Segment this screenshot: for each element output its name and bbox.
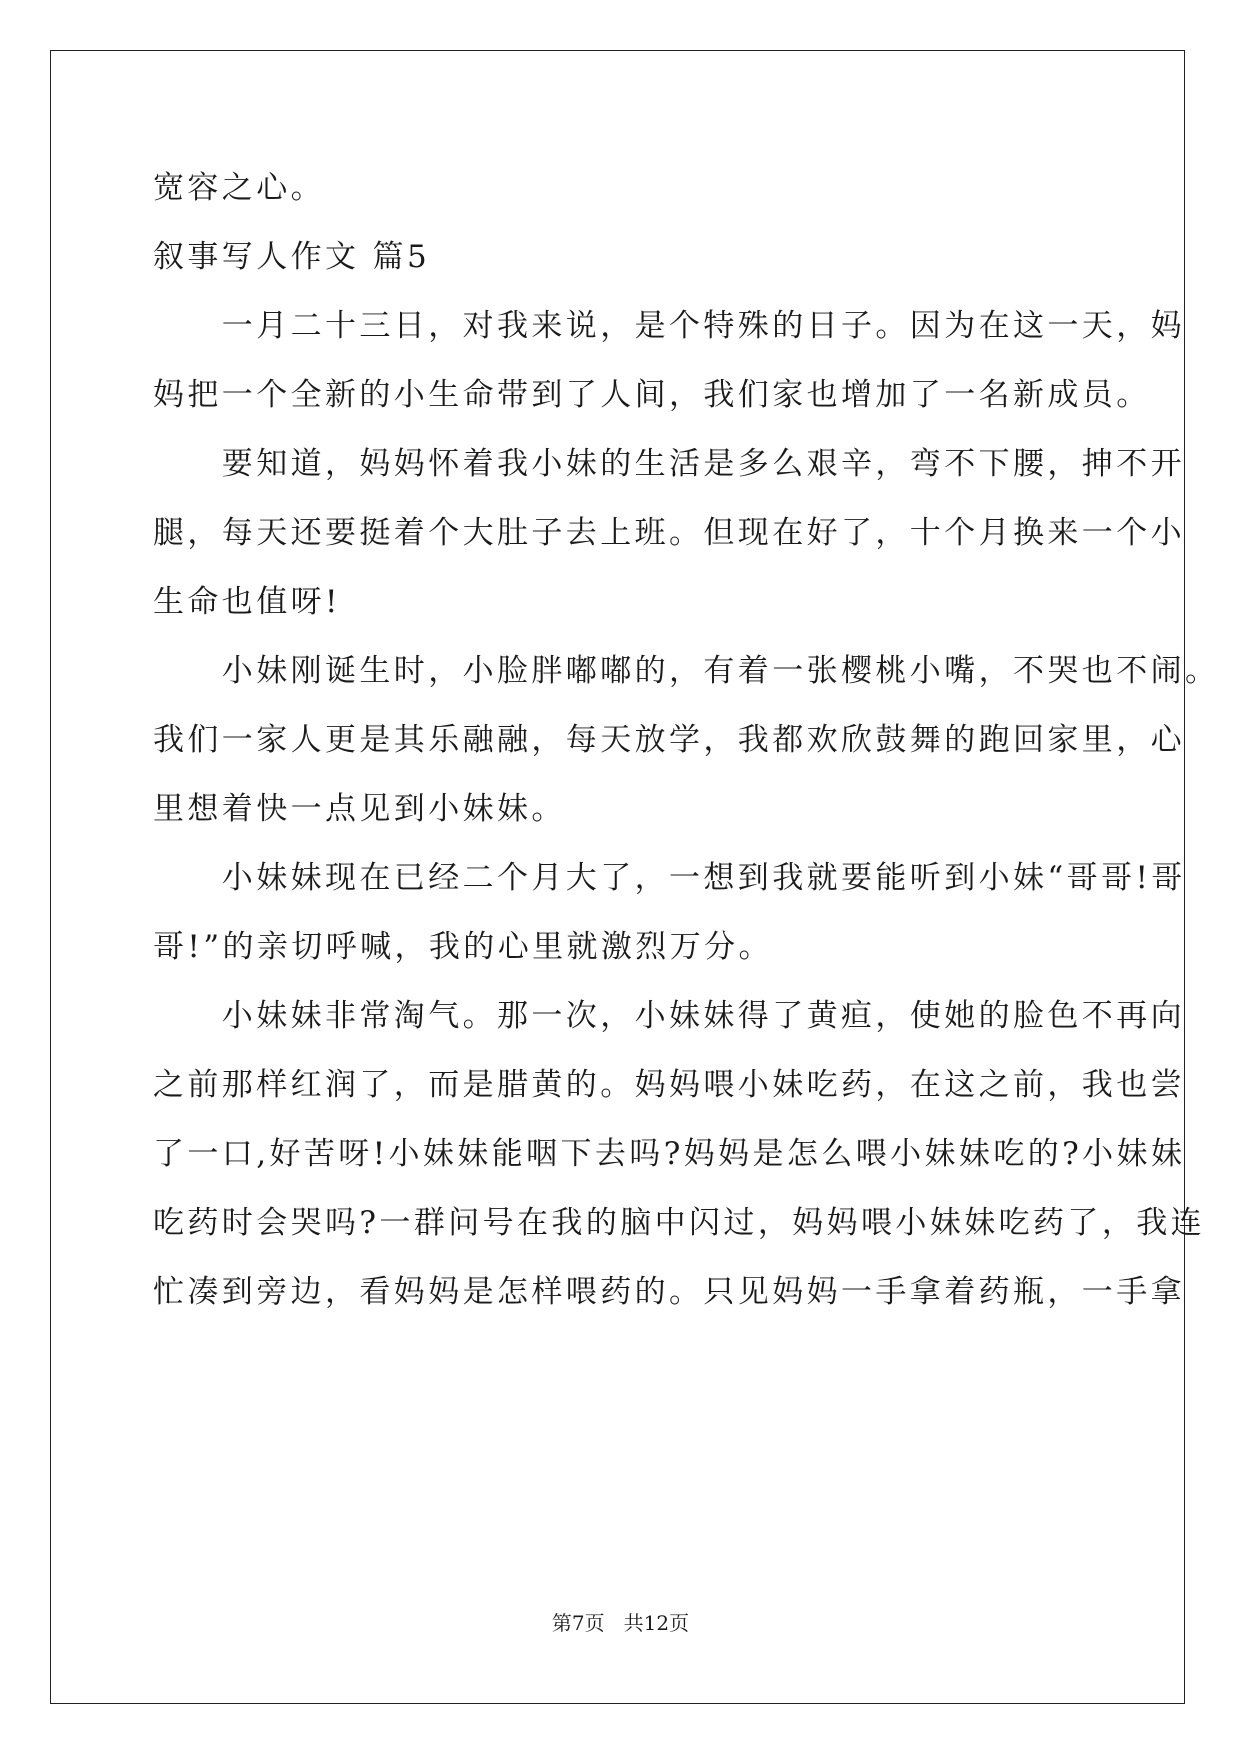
text-line: 里想着快一点见到小妹妹。 — [153, 791, 566, 827]
text-line: 要知道，妈妈怀着我小妹的生活是多么艰辛，弯不下腰，抻不开 — [153, 446, 1185, 482]
text-line: 妈把一个全新的小生命带到了人间，我们家也增加了一名新成员。 — [153, 377, 1151, 413]
text-line: 小妹妹现在已经二个月大了，一想到我就要能听到小妹“哥哥!哥 — [153, 860, 1186, 896]
text-line: 一月二十三日，对我来说，是个特殊的日子。因为在这一天，妈 — [153, 308, 1185, 344]
text-line: 小妹刚诞生时，小脸胖嘟嘟的，有着一张樱桃小嘴，不哭也不闹。 — [153, 653, 1220, 689]
text-line: 生命也值呀! — [153, 584, 341, 620]
section-heading: 叙事写人作文 篇5 — [153, 239, 431, 275]
page-number-footer: 第7页 共12页 — [551, 1611, 690, 1635]
text-line: 哥!”的亲切呼喊，我的心里就激烈万分。 — [153, 929, 773, 965]
text-line: 宽容之心。 — [153, 170, 325, 206]
text-line: 小妹妹非常淘气。那一次，小妹妹得了黄疸，使她的脸色不再向 — [153, 998, 1185, 1034]
text-line: 忙凑到旁边，看妈妈是怎样喂药的。只见妈妈一手拿着药瓶，一手拿 — [153, 1274, 1185, 1310]
text-line: 吃药时会哭吗?一群问号在我的脑中闪过，妈妈喂小妹妹吃药了，我连 — [153, 1205, 1206, 1241]
text-line: 我们一家人更是其乐融融，每天放学，我都欢欣鼓舞的跑回家里，心 — [153, 722, 1185, 758]
text-line: 了一口,好苦呀!小妹妹能咽下去吗?妈妈是怎么喂小妹妹吃的?小妹妹 — [153, 1136, 1186, 1172]
text-line: 之前那样红润了，而是腊黄的。妈妈喂小妹吃药，在这之前，我也尝 — [153, 1067, 1185, 1103]
text-line: 腿，每天还要挺着个大肚子去上班。但现在好了，十个月换来一个小 — [153, 515, 1185, 551]
